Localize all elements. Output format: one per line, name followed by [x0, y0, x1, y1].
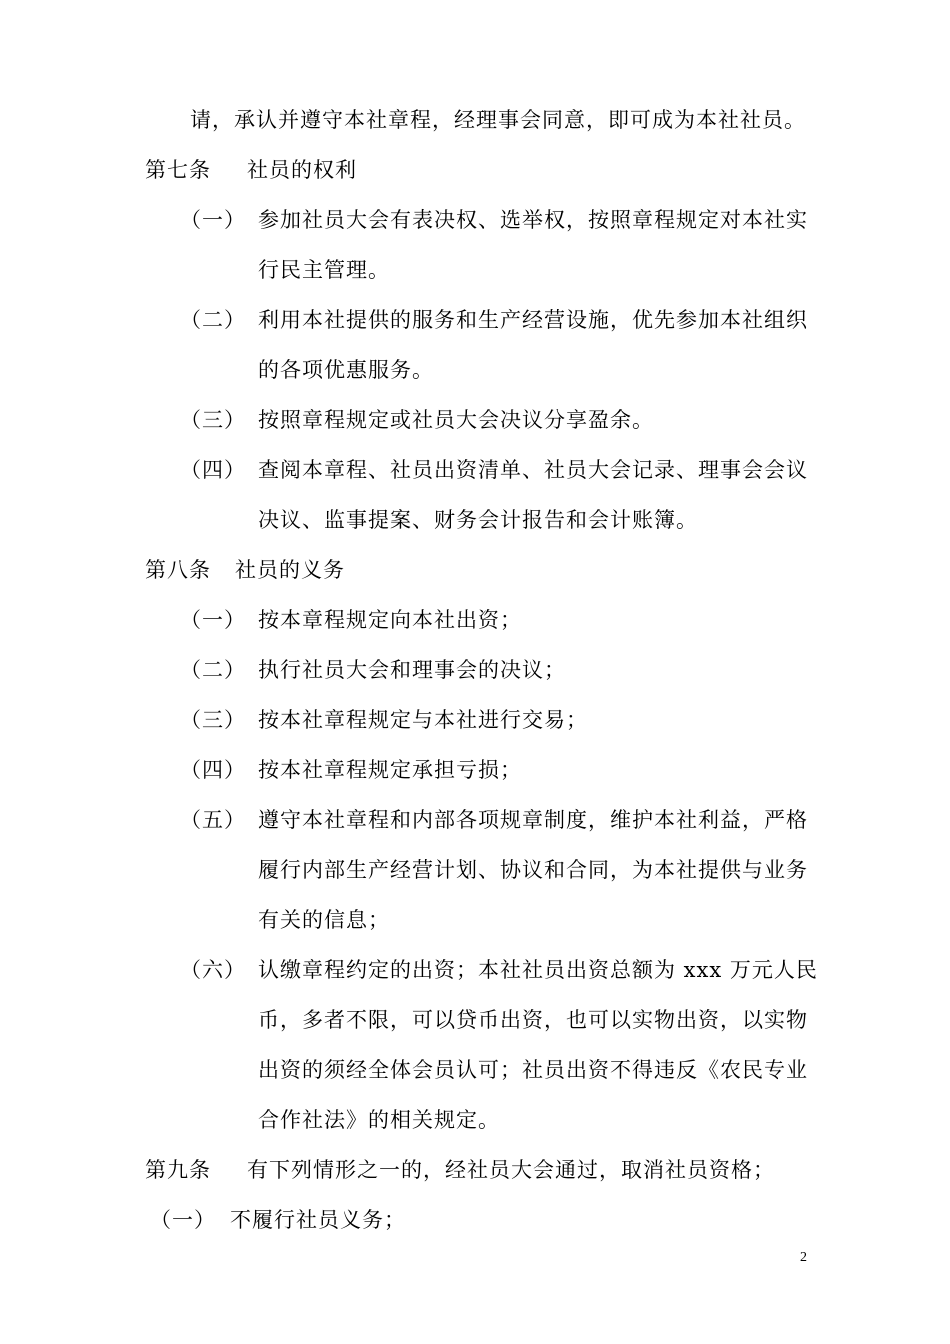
list-item-text: 参加社员大会有表决权、选举权，按照章程规定对本社实: [258, 208, 808, 232]
list-item-text: 利用本社提供的服务和生产经营设施，优先参加本社组织: [258, 308, 808, 332]
list-item-marker: （五）: [180, 808, 246, 832]
list-item-text: 执行社员大会和理事会的决议；: [258, 658, 566, 682]
article-8-heading: [145, 556, 345, 584]
list-item-text: 决议、监事提案、财务会计报告和会计账簿。: [258, 508, 698, 532]
list-item-text: 不履行社员义务；: [230, 1208, 406, 1232]
list-item-text: 按照章程规定或社员大会决议分享盈余。: [258, 408, 654, 432]
article-title: 社员的权利: [247, 158, 357, 182]
article-9-heading: [145, 1156, 775, 1184]
list-item-text: 币，多者不限，可以贷币出资，也可以实物出资，以实物: [258, 1008, 808, 1032]
list-item-marker: （一）: [180, 208, 246, 232]
list-item-marker: （四）: [180, 758, 246, 782]
article-7-heading: [145, 156, 357, 184]
list-item-text: 合作社法》的相关规定。: [258, 1108, 500, 1132]
list-item-marker: （三）: [180, 708, 246, 732]
list-item-marker: （二）: [180, 658, 246, 682]
page-number: 2: [800, 1250, 807, 1265]
list-item-text: 认缴章程约定的出资；本社社员出资总额为 xxx 万元人民: [258, 958, 818, 982]
article-number: 第八条: [145, 558, 211, 582]
article-number: 第七条: [145, 158, 211, 182]
continuation-line: 请，承认并遵守本社章程，经理事会同意，即可成为本社社员。: [190, 108, 806, 132]
list-item-marker: （四）: [180, 458, 246, 482]
list-item-marker: （六）: [180, 958, 246, 982]
list-item-text: 按本社章程规定与本社进行交易；: [258, 708, 588, 732]
list-item-marker: （二）: [180, 308, 246, 332]
list-item-text: 查阅本章程、社员出资清单、社员大会记录、理事会会议: [258, 458, 808, 482]
article-number: 第九条: [145, 1158, 211, 1182]
list-item-text: 按本章程规定向本社出资；: [258, 608, 522, 632]
list-item-text: 按本社章程规定承担亏损；: [258, 758, 522, 782]
article-title: 有下列情形之一的，经社员大会通过，取消社员资格；: [247, 1158, 775, 1182]
article-title: 社员的义务: [235, 558, 345, 582]
list-item-marker: （一）: [180, 608, 246, 632]
list-item-text: 行民主管理。: [258, 258, 390, 282]
list-item-text: 履行内部生产经营计划、协议和合同，为本社提供与业务: [258, 858, 808, 882]
list-item-text: 出资的须经全体会员认可；社员出资不得违反《农民专业: [258, 1058, 808, 1082]
list-item-text: 遵守本社章程和内部各项规章制度，维护本社利益，严格: [258, 808, 808, 832]
list-item-marker: （一）: [150, 1208, 216, 1232]
list-item-text: 的各项优惠服务。: [258, 358, 434, 382]
list-item-text: 有关的信息；: [258, 908, 390, 932]
list-item-marker: （三）: [180, 408, 246, 432]
